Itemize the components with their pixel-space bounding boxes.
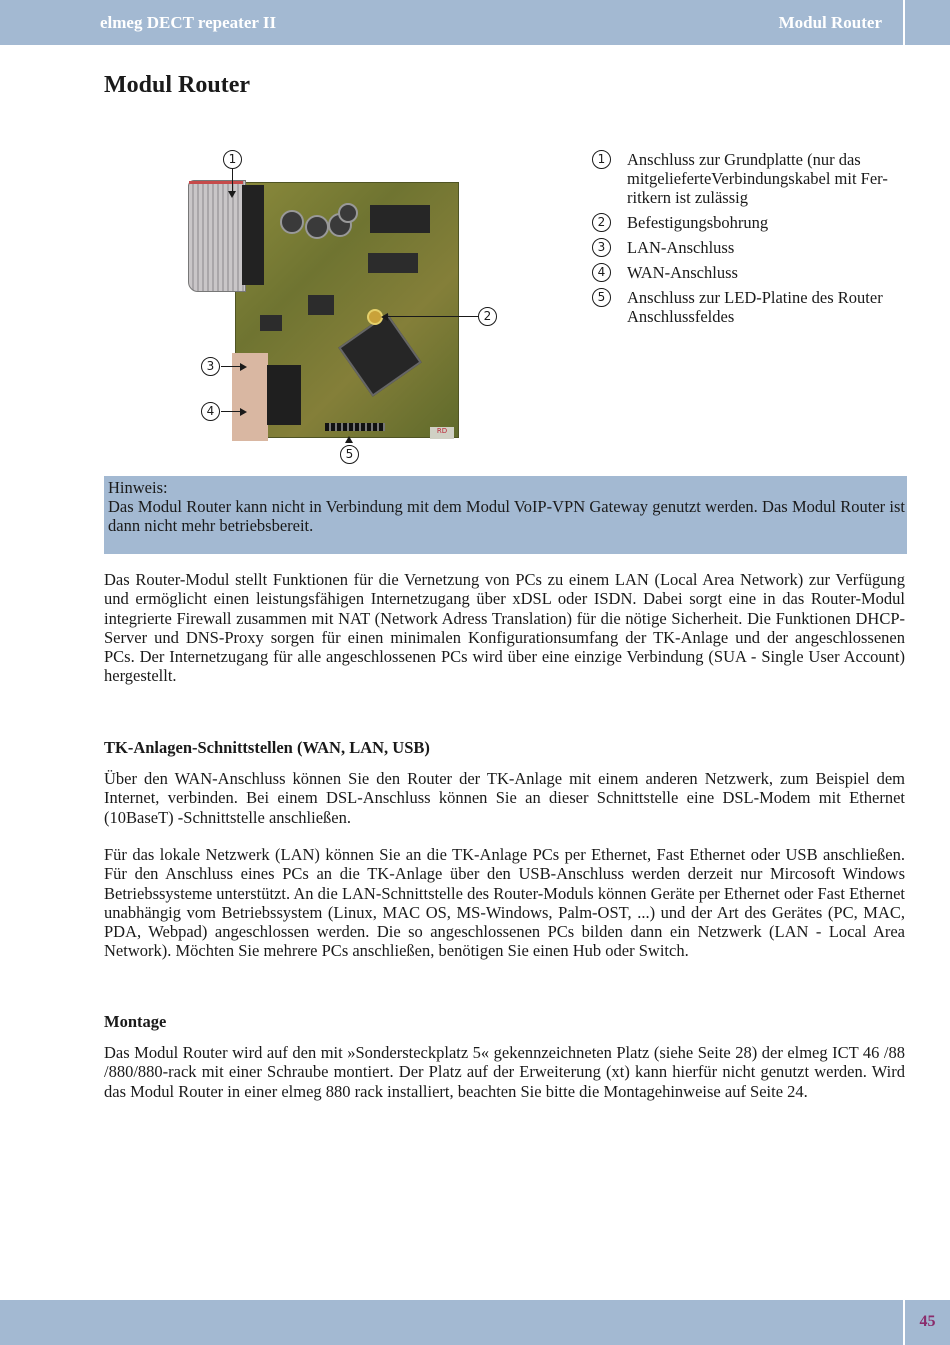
legend-item bbox=[591, 288, 911, 326]
board-label: RD bbox=[430, 427, 454, 439]
callout-arrow bbox=[221, 411, 240, 412]
header-document-title: elmeg DECT repeater II bbox=[100, 13, 277, 32]
callout-2: 2 bbox=[478, 307, 497, 326]
callout-3: 3 bbox=[201, 357, 220, 376]
legend-number: 5 bbox=[592, 288, 611, 307]
legend-number: 4 bbox=[592, 263, 611, 282]
intro-paragraph: Das Router-Modul stellt Funktionen für die Vernetzung von PCs zu einem LAN (Local Area Network) zur Verfügung und ermöglicht einen leistungsfähigen Internetzugang über xDSL oder ISDN. Dabei sorgt eine in das Router-Modul integrierte Firewall zusammen mit NAT (Network Adress Translation) für die nötige Sicherheit. Die Funktionen DHCP-Server und DNS-Proxy sorgen für einen minimalen Konfigurationsumfang der TK-Anlage und der angeschlossenen PCs. Der Internetzugang für alle angeschlossenen PCs wird über eine einzige Verbindung (SUA - Single User Account) hergestellt. bbox=[104, 570, 905, 686]
callout-1: 1 bbox=[223, 150, 242, 169]
legend-item bbox=[591, 263, 911, 282]
page-title: Modul Router bbox=[104, 72, 250, 98]
small-chip bbox=[308, 295, 334, 315]
legend-text: Anschluss zur Grundplatte (nur das mitgelieferteVerbindungskabel mit Fer-ritkern ist zulässig bbox=[627, 150, 888, 207]
callout-arrow bbox=[221, 366, 240, 367]
base-board-connector bbox=[242, 185, 264, 285]
note-box bbox=[104, 476, 907, 554]
legend-number: 3 bbox=[592, 238, 611, 257]
interfaces-heading: TK-Anlagen-Schnittstellen (WAN, LAN, USB) bbox=[104, 738, 430, 757]
callout-arrow bbox=[232, 169, 233, 191]
callout-4: 4 bbox=[201, 402, 220, 421]
arrow-head-icon bbox=[240, 408, 247, 416]
legend-number: 1 bbox=[592, 150, 611, 169]
led-board-connector bbox=[325, 423, 385, 431]
arrow-head-icon bbox=[228, 191, 236, 198]
legend-item bbox=[591, 238, 911, 257]
callout-5: 5 bbox=[340, 445, 359, 464]
legend-text: Befestigungsbohrung bbox=[627, 213, 769, 232]
small-chip bbox=[260, 315, 282, 331]
footer-bar bbox=[0, 1300, 903, 1345]
page-number: 45 bbox=[919, 1313, 936, 1330]
capacitor bbox=[305, 215, 329, 239]
callout-arrow bbox=[388, 316, 478, 317]
figure-legend bbox=[591, 150, 911, 332]
montage-heading: Montage bbox=[104, 1012, 167, 1031]
arrow-head-icon bbox=[381, 313, 388, 321]
memory-chip bbox=[368, 253, 418, 273]
router-module-photo bbox=[180, 145, 530, 470]
arrow-head-icon bbox=[345, 436, 353, 443]
arrow-head-icon bbox=[240, 363, 247, 371]
note-text: Das Modul Router kann nicht in Verbindung mit dem Modul VoIP-VPN Gateway genutzt werden. Das Modul Router ist dann nicht mehr betriebsbereit. bbox=[108, 497, 905, 535]
note-label: Hinweis: bbox=[108, 478, 168, 497]
header-tab bbox=[905, 0, 950, 45]
legend-number: 2 bbox=[592, 213, 611, 232]
ribbon-cable bbox=[188, 180, 246, 292]
montage-paragraph: Das Modul Router wird auf den mit »Sondersteckplatz 5« gekennzeichneten Platz (siehe Seite 28) der elmeg ICT 46 /88 /880/880-rack mit einer Schraube montiert. Der Platz auf der Erweiterung (xt) kann hierfür nicht genutzt werden. Wird das Modul Router in einer elmeg 880 rack installiert, beachten Sie bitte die Montagehinweise auf Seite 24. bbox=[104, 1043, 905, 1101]
memory-chip bbox=[370, 205, 430, 233]
ribbon-cable-stripe bbox=[189, 181, 243, 184]
interfaces-paragraph-1: Über den WAN-Anschluss können Sie den Router der TK-Anlage mit einem anderen Netzwerk, zum Beispiel dem Internet, verbinden. Bei einem DSL-Anschluss können Sie an dieser Schnittstelle eine DSL-Modem mit Ethernet (10BaseT) -Schnittstelle anschließen. bbox=[104, 769, 905, 827]
header-section-title: Modul Router bbox=[778, 13, 882, 32]
legend-text: LAN-Anschluss bbox=[627, 238, 735, 257]
capacitor bbox=[280, 210, 304, 234]
network-jack bbox=[267, 365, 301, 425]
interfaces-paragraph-2: Für das lokale Netzwerk (LAN) können Sie an die TK-Anlage PCs per Ethernet, Fast Ethernet oder USB anschließen. Für den Anschluss eines PCs an die TK-Anlage über den USB-Anschluss werden derzeit nur Mircosoft Windows Betriebssysteme unterstützt. An die LAN-Schnittstelle des Router-Moduls können Geräte per Ethernet oder Fast Ethernet unabhängig vom Betriebssystem (Linux, MAC OS, MS-Windows, Palm-OST, ...) und der Art des Gerätes (PC, MAC, PDA, Webpad) angeschlossen werden. Die so angeschlossenen PCs bilden dann ein Netzwerk (LAN - Local Area Network). Möchten Sie mehrere PCs anschließen, benötigen Sie einen Hub oder Switch. bbox=[104, 845, 905, 961]
legend-text: WAN-Anschluss bbox=[627, 263, 738, 282]
capacitor bbox=[338, 203, 358, 223]
legend-item bbox=[591, 150, 911, 207]
legend-item bbox=[591, 213, 911, 232]
legend-text: Anschluss zur LED-Platine des Router Anschlussfeldes bbox=[627, 288, 883, 326]
